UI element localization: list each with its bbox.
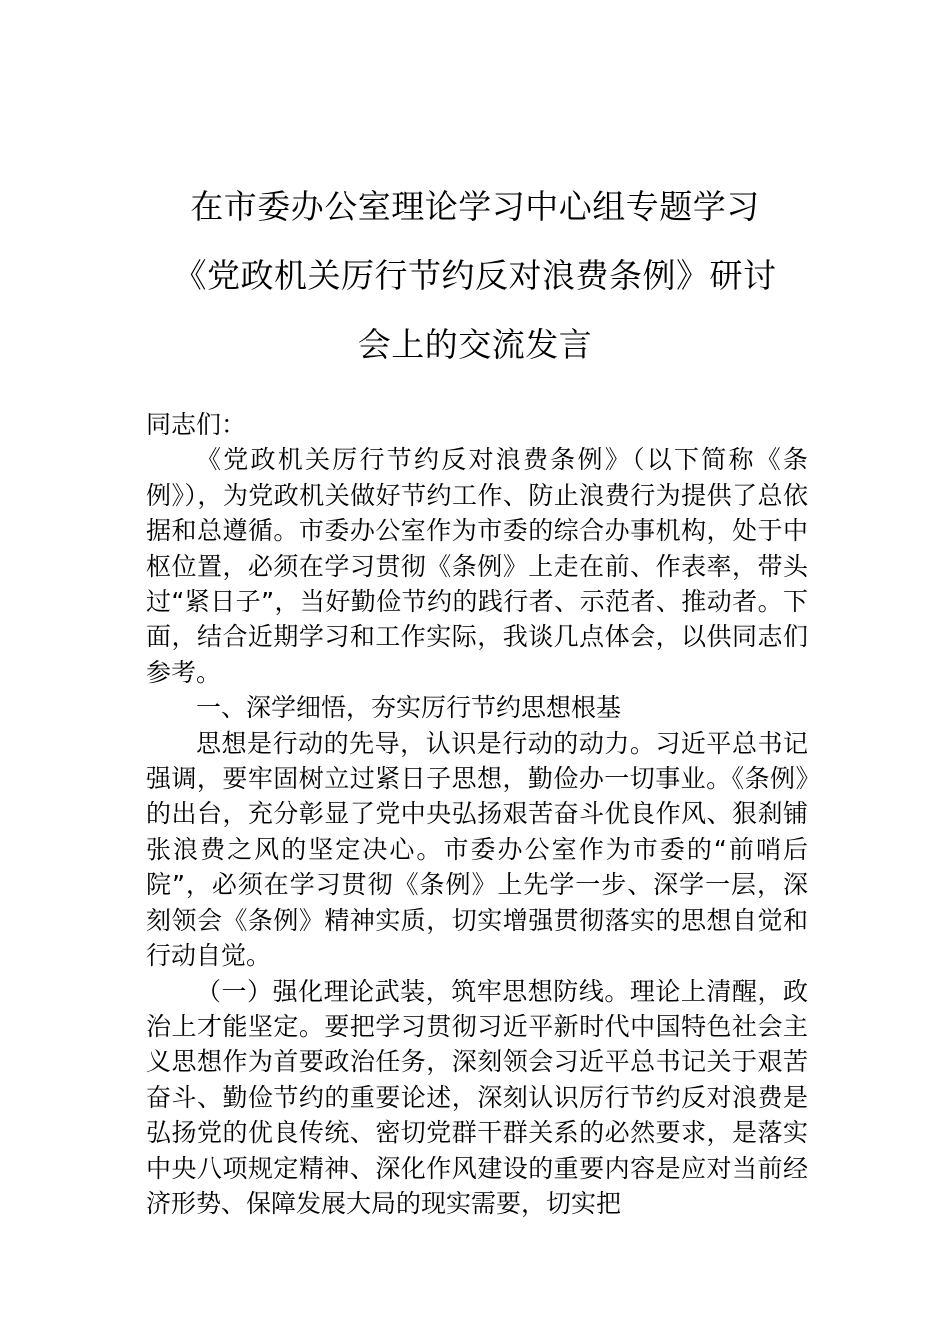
document-title	[120, 172, 830, 379]
subsection-1-paragraph: （一）强化理论武装，筑牢思想防线。理论上清醒，政治上才能坚定。要把学习贯彻习近平新时代中国特色社会主义思想作为首要政治任务，深刻领会习近平总书记关于艰苦奋斗、勤俭节约的重要论述，深刻认识厉行节约反对浪费是弘扬党的优良传统、密切党群干群关系的必然要求，是落实中央八项规定精神、深化作风建设的重要内容是应对当前经济形势、保障发展大局的现实需要，切实把	[146, 976, 808, 1218]
section-1-paragraph: 思想是行动的先导，认识是行动的动力。习近平总书记强调，要牢固树立过紧日子思想，勤俭办一切事业。《条例》的出台，充分彰显了党中央弘扬艰苦奋斗优良作风、狠刹铺张浪费之风的坚定决心。市委办公室作为市委的“前哨后院”，必须在学习贯彻《条例》上先学一步、深学一层，深刻领会《条例》精神实质，切实增强贯彻落实的思想自觉和行动自觉。	[146, 728, 808, 971]
document-body	[146, 407, 808, 1221]
intro-paragraph: 《党政机关厉行节约反对浪费条例》（以下简称《条例》），为党政机关做好节约工作、防止浪费行为提供了总依据和总遵循。市委办公室作为市委的综合办事机构，处于中枢位置，必须在学习贯彻《条例》上走在前、作表率，带头过“紧日子”，当好勤俭节约的践行者、示范者、推动者。下面，结合近期学习和工作实际，我谈几点体会，以供同志们参考。	[146, 445, 808, 687]
title-line-1: 在市委办公室理论学习中心组专题学习	[190, 187, 760, 226]
section-heading-1: 一、深学细悟，夯实厉行节约思想根基	[196, 693, 622, 723]
salutation: 同志们：	[146, 410, 247, 439]
title-line-3: 会上的交流发言	[357, 325, 593, 364]
title-line-2: 《党政机关厉行节约反对浪费条例》研讨	[173, 256, 777, 295]
